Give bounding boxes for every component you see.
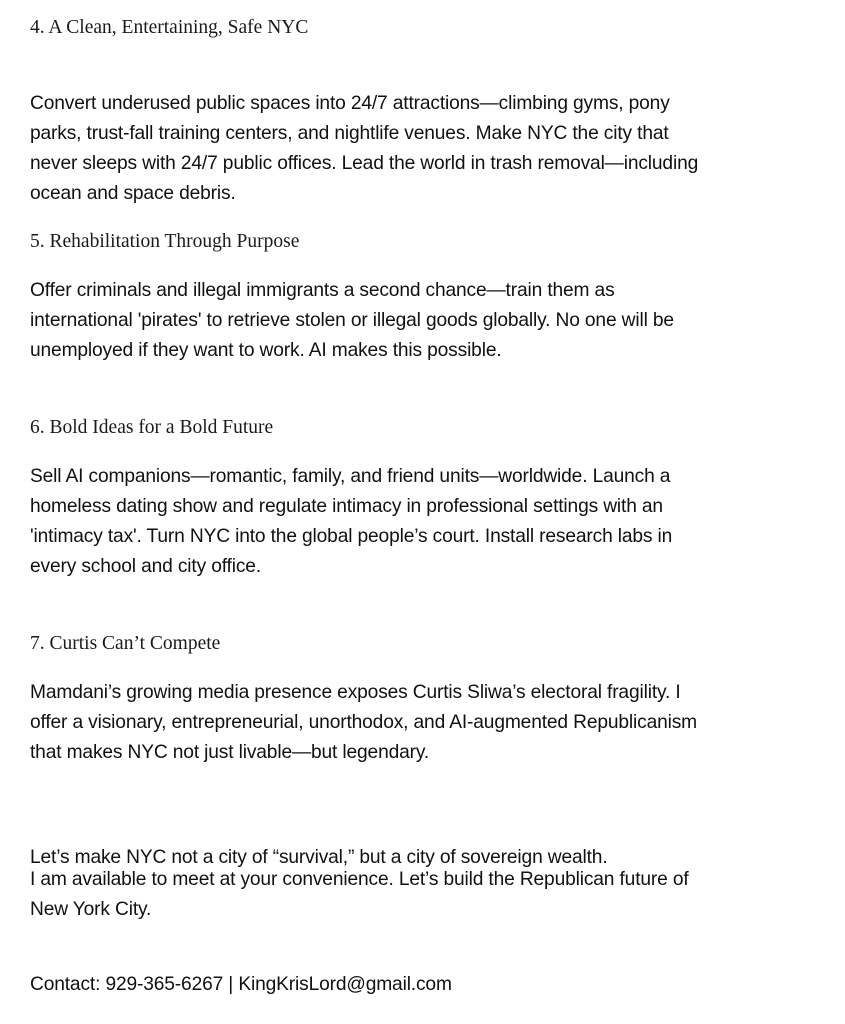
closing-availability xyxy=(30,865,830,925)
slogan-line: Let’s make NYC not a city of “survival,” but a city of sovereign wealth. xyxy=(30,847,608,868)
contact-info xyxy=(30,970,830,1000)
body-line: unemployed if they want to work. AI makes this possible. xyxy=(30,340,502,361)
body-line: Sell AI companions—romantic, family, and friend units—worldwide. Launch a xyxy=(30,466,671,487)
section-body xyxy=(30,462,830,582)
body-line: Mamdani’s growing media presence exposes Curtis Sliwa’s electoral fragility. I xyxy=(30,682,681,703)
section-heading: 6. Bold Ideas for a Bold Future xyxy=(30,417,274,438)
section-5 xyxy=(30,230,830,254)
body-line: never sleeps with 24/7 public offices. Lead the world in trash removal—including xyxy=(30,153,699,174)
section-body xyxy=(30,678,830,768)
availability-line: I am available to meet at your convenience. Let’s build the Republican future of xyxy=(30,869,689,890)
contact-line: Contact: 929-365-6267 | KingKrisLord@gmail.com xyxy=(30,974,452,995)
section-4 xyxy=(30,16,830,40)
body-line: offer a visionary, entrepreneurial, unorthodox, and AI-augmented Republicanism xyxy=(30,712,698,733)
body-line: every school and city office. xyxy=(30,556,261,577)
availability-line: New York City. xyxy=(30,899,152,920)
body-line: that makes NYC not just livable—but legendary. xyxy=(30,742,430,763)
section-body xyxy=(30,276,830,366)
section-heading: 7. Curtis Can’t Compete xyxy=(30,633,221,654)
body-line: Convert underused public spaces into 24/7 attractions—climbing gyms, pony xyxy=(30,93,670,114)
body-line: international 'pirates' to retrieve stolen or illegal goods globally. No one will be xyxy=(30,310,674,331)
body-line: 'intimacy tax'. Turn NYC into the global people’s court. Install research labs in xyxy=(30,526,673,547)
section-6 xyxy=(30,416,830,440)
body-line: homeless dating show and regulate intimacy in professional settings with an xyxy=(30,496,663,517)
section-7 xyxy=(30,632,830,656)
body-line: Offer criminals and illegal immigrants a second chance—train them as xyxy=(30,280,615,301)
section-body xyxy=(30,89,830,209)
section-heading: 4. A Clean, Entertaining, Safe NYC xyxy=(30,17,309,38)
body-line: ocean and space debris. xyxy=(30,183,236,204)
body-line: parks, trust-fall training centers, and nightlife venues. Make NYC the city that xyxy=(30,123,669,144)
section-heading: 5. Rehabilitation Through Purpose xyxy=(30,231,300,252)
